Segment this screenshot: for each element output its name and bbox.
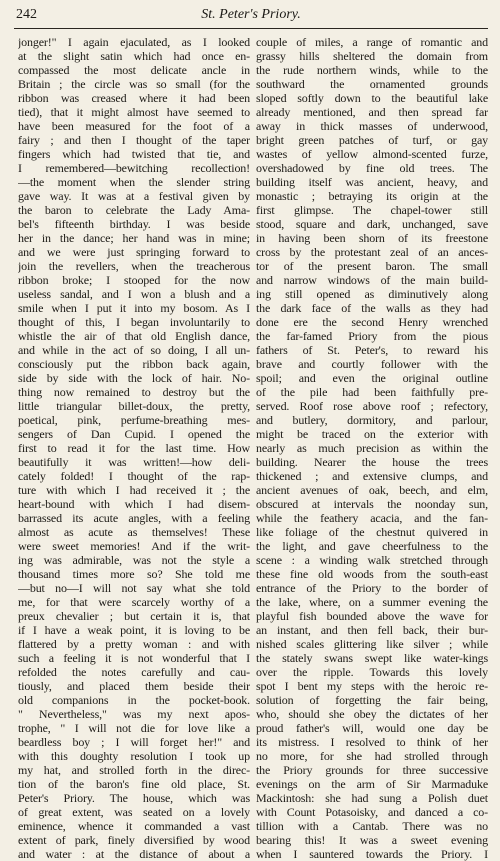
right-column-text-line: the light, and gave cheerfulness to the bbox=[256, 539, 488, 553]
left-column-text-line: eminence, whence it commanded a vast bbox=[18, 819, 250, 833]
right-column-text-line: building itself was ancient, heavy, and bbox=[256, 175, 488, 189]
right-column-text-line: entrance of the Priory to the border of bbox=[256, 581, 488, 595]
right-column-text-line: solution of forgetting the fair being, bbox=[256, 693, 488, 707]
right-column-text-line: wastes of yellow almond-scented furze, bbox=[256, 147, 488, 161]
right-column-text-line: cross by the protestant zeal of an ances- bbox=[256, 245, 488, 259]
right-column-text-line: southward the ornamented grounds bbox=[256, 77, 488, 91]
left-column-text-line: bel's fifteenth birthday. I was beside bbox=[18, 217, 250, 231]
right-column-text-line: obscured at intervals the noonday sun, bbox=[256, 497, 488, 511]
left-column-text-line: such a feeling it is not wonderful that I bbox=[18, 651, 250, 665]
left-column-text-line: consciously put the ribbon back again, bbox=[18, 357, 250, 371]
right-column-text-line: tor of the present baron. The small bbox=[256, 259, 488, 273]
right-column bbox=[256, 35, 488, 861]
left-column-text-line: were sweet memories! And if the writ- bbox=[18, 539, 250, 553]
right-column-text-line: first glimpse. The chapel-tower still bbox=[256, 203, 488, 217]
left-column-text-line: tiously, and placed them beside their bbox=[18, 679, 250, 693]
right-column-text-line: no more, for she had strolled through bbox=[256, 749, 488, 763]
right-column-text-line: stood, square and dark, unchanged, save bbox=[256, 217, 488, 231]
right-column-text-line: brave and courtly follower with the bbox=[256, 357, 488, 371]
left-column-text-line: tied), that it might almost have seemed to bbox=[18, 105, 250, 119]
right-column-text-line: the lake, where, on a summer evening the bbox=[256, 595, 488, 609]
left-column-text-line: thousand times more so? She told me bbox=[18, 567, 250, 581]
left-column-text-line: —the moment when the slender string bbox=[18, 175, 250, 189]
left-column-text-line: I remembered—bewitching recollection! bbox=[18, 161, 250, 175]
right-column-text-line: couple of miles, a range of romantic and bbox=[256, 35, 488, 49]
left-column-text-line: ribbon was creased where it had been bbox=[18, 91, 250, 105]
left-column-text-line: ture with which I had received it ; the bbox=[18, 483, 250, 497]
left-column-text-line: fairy ; and then I thought of the taper bbox=[18, 133, 250, 147]
right-column-text-line: spoil; and even the original outline bbox=[256, 371, 488, 385]
left-column-text-line: join the revellers, when the treacherous bbox=[18, 259, 250, 273]
right-column-text-line: grassy hills sheltered the domain from bbox=[256, 49, 488, 63]
left-column-text-line: heart-bound with which I had disem- bbox=[18, 497, 250, 511]
running-title: St. Peter's Priory. bbox=[201, 7, 301, 22]
left-column-text-line: beardless boy ; I will forget her!" and bbox=[18, 735, 250, 749]
left-column-text-line: Peter's Priory. The house, which was bbox=[18, 791, 250, 805]
left-column-text-line: ing was admirable, was not the style a bbox=[18, 553, 250, 567]
right-column-text-line: ing still opened as diminutively along bbox=[256, 287, 488, 301]
left-column-text-line: have been measured for the foot of a bbox=[18, 119, 250, 133]
right-column-text-line: already mentioned, and then spread far bbox=[256, 105, 488, 119]
right-column-text-line: over the ripple. Towards this lovely bbox=[256, 665, 488, 679]
left-column-text-line: my hat, and strolled forth in the direc- bbox=[18, 763, 250, 777]
right-column-text-line: who, should she obey the dictates of her bbox=[256, 707, 488, 721]
right-column-text-line: tillion with a Cantab. There was no bbox=[256, 819, 488, 833]
left-column-text-line: refolded the notes carefully and cau- bbox=[18, 665, 250, 679]
left-column-text-line: poetical, pink, perfume-breathing mes- bbox=[18, 413, 250, 427]
left-column-text-line: of great extent, was seated on a lovely bbox=[18, 805, 250, 819]
left-column-text-line: ribbon broke; I stooped for the now bbox=[18, 273, 250, 287]
left-column-text-line: if I have a weak point, it is loving to be bbox=[18, 623, 250, 637]
right-column-text-line: with Count Potasoisky, and danced a co- bbox=[256, 805, 488, 819]
right-column-text-line: nearly as much precision as within the bbox=[256, 441, 488, 455]
left-column-text-line: thought of this, I began involuntarily to bbox=[18, 315, 250, 329]
right-column-text-line: like foliage of the chestnut quivered in bbox=[256, 525, 488, 539]
left-column-text-line: and water : at the distance of about a bbox=[18, 847, 250, 861]
right-column-text-line: playful fish bounded above the wave for bbox=[256, 609, 488, 623]
left-column-text-line: jonger!" I again ejaculated, as I looked bbox=[18, 35, 250, 49]
left-column-text-line: —but no—I will not say what she told bbox=[18, 581, 250, 595]
right-column-text-line: done ere the second Henry wrenched bbox=[256, 315, 488, 329]
right-column-text-line: and butlery, dormitory, and parlour, bbox=[256, 413, 488, 427]
left-column-text-line: the baron to celebrate the Lady Ama- bbox=[18, 203, 250, 217]
right-column-text-line: building. Nearer the house the trees bbox=[256, 455, 488, 469]
left-column-text-line: her in the dance; her hand was in mine; bbox=[18, 231, 250, 245]
left-column-text-line: at the slight satin which had once en- bbox=[18, 49, 250, 63]
right-column-text-line: sloped softly down to the beautiful lake bbox=[256, 91, 488, 105]
left-column-text-line: little triangular billet-doux, the pretty, bbox=[18, 399, 250, 413]
right-column-text-line: and narrow windows of the main build- bbox=[256, 273, 488, 287]
left-column-text-line: sengers of Dan Cupid. I opened the bbox=[18, 427, 250, 441]
left-column-text-line: trophe, " I will not die for love like a bbox=[18, 721, 250, 735]
left-column-text-line: side by side with the lock of hair. No- bbox=[18, 371, 250, 385]
left-column-text-line: and while in the act of so doing, I all un- bbox=[18, 343, 250, 357]
left-column-text-line: smile when I put it into my bosom. As I bbox=[18, 301, 250, 315]
left-column-text-line: me, for that were scarcely worthy of a bbox=[18, 595, 250, 609]
right-column-text-line: the rude northern winds, while to the bbox=[256, 63, 488, 77]
right-column-text-line: an instant, and then fell back, their bur- bbox=[256, 623, 488, 637]
left-column-text-line: and we were just springing forward to bbox=[18, 245, 250, 259]
left-column-text-line: old companions in the pocket-book. bbox=[18, 693, 250, 707]
left-column-text-line: whistle the air of that old English dance, bbox=[18, 329, 250, 343]
right-column-text-line: served. Roof rose above roof ; refectory, bbox=[256, 399, 488, 413]
right-column-text-line: when I sauntered towards the Priory. I bbox=[256, 847, 488, 861]
left-column-text-line: beautifully it was written!—how deli- bbox=[18, 455, 250, 469]
right-column-text-line: bright green patches of turf, or gay bbox=[256, 133, 488, 147]
right-column-text-line: the dark face of the walls as they had bbox=[256, 301, 488, 315]
left-column-text-line: " Nevertheless," was my next apos- bbox=[18, 707, 250, 721]
right-column-text-line: might be traced on the exterior with bbox=[256, 427, 488, 441]
left-column-text-line: barrassed its acute angles, with a feeling bbox=[18, 511, 250, 525]
left-column-text-line: tion of the baron's fine old place, St. bbox=[18, 777, 250, 791]
page-number: 242 bbox=[16, 7, 37, 22]
left-column-text-line: gave way. It was at a festival given by bbox=[18, 189, 250, 203]
right-column-text-line: evenings on the arm of Sir Marmaduke bbox=[256, 777, 488, 791]
left-column-text-line: flattered by a pretty woman : and with bbox=[18, 637, 250, 651]
right-column-text-line: bearing this! It was a sweet evening bbox=[256, 833, 488, 847]
right-column-text-line: nished scales glittering like silver ; while bbox=[256, 637, 488, 651]
right-column-text-line: in having been shorn of its freestone bbox=[256, 231, 488, 245]
left-column-text-line: useless sandal, and I won a blush and a bbox=[18, 287, 250, 301]
left-column-text-line: preux chevalier ; but certain it is, that bbox=[18, 609, 250, 623]
left-column-text-line: with this doughty resolution I took up bbox=[18, 749, 250, 763]
left-column-text-line: thing now remained to destroy but the bbox=[18, 385, 250, 399]
right-column-text-line: Mackintosh: she had sung a Polish duet bbox=[256, 791, 488, 805]
right-column-text-line: the far-famed Priory from the pious bbox=[256, 329, 488, 343]
right-column-text-line: spot I bent my steps with the heroic re- bbox=[256, 679, 488, 693]
right-column-text-line: monastic ; betraying its origin at the bbox=[256, 189, 488, 203]
right-column-text-line: away in thick masses of underwood, bbox=[256, 119, 488, 133]
left-column-text-line: Britain ; the circle was so small (for the bbox=[18, 77, 250, 91]
left-column bbox=[18, 35, 250, 861]
right-column-text-line: fathers of St. Peter's, to reward his bbox=[256, 343, 488, 357]
left-column-text-line: almost as acute as themselves! These bbox=[18, 525, 250, 539]
left-column-text-line: first to read it for the last time. How bbox=[18, 441, 250, 455]
right-column-text-line: these fine old woods from the south-east bbox=[256, 567, 488, 581]
left-column-text-line: cately folded! I thought of the rap- bbox=[18, 469, 250, 483]
right-column-text-line: overshadowed by fine old trees. The bbox=[256, 161, 488, 175]
right-column-text-line: of the pile had been faithfully pre- bbox=[256, 385, 488, 399]
page-header bbox=[14, 6, 488, 29]
left-column-text-line: extent of park, finely diversified by wood bbox=[18, 833, 250, 847]
left-column-text-line: fingers which had twisted that tie, and bbox=[18, 147, 250, 161]
right-column-text-line: while the feathery acacia, and the fan- bbox=[256, 511, 488, 525]
right-column-text-line: scene : a winding walk stretched through bbox=[256, 553, 488, 567]
right-column-text-line: ancient avenues of oak, beech, and elm, bbox=[256, 483, 488, 497]
right-column-text-line: thickened ; and extensive clumps, and bbox=[256, 469, 488, 483]
right-column-text-line: the Priory grounds for three successive bbox=[256, 763, 488, 777]
right-column-text-line: proud father's will, would one day be bbox=[256, 721, 488, 735]
right-column-text-line: the stately swans swept like water-kings bbox=[256, 651, 488, 665]
right-column-text-line: its mistress. I resolved to think of her bbox=[256, 735, 488, 749]
left-column-text-line: compassed the most delicate ancle in bbox=[18, 63, 250, 77]
